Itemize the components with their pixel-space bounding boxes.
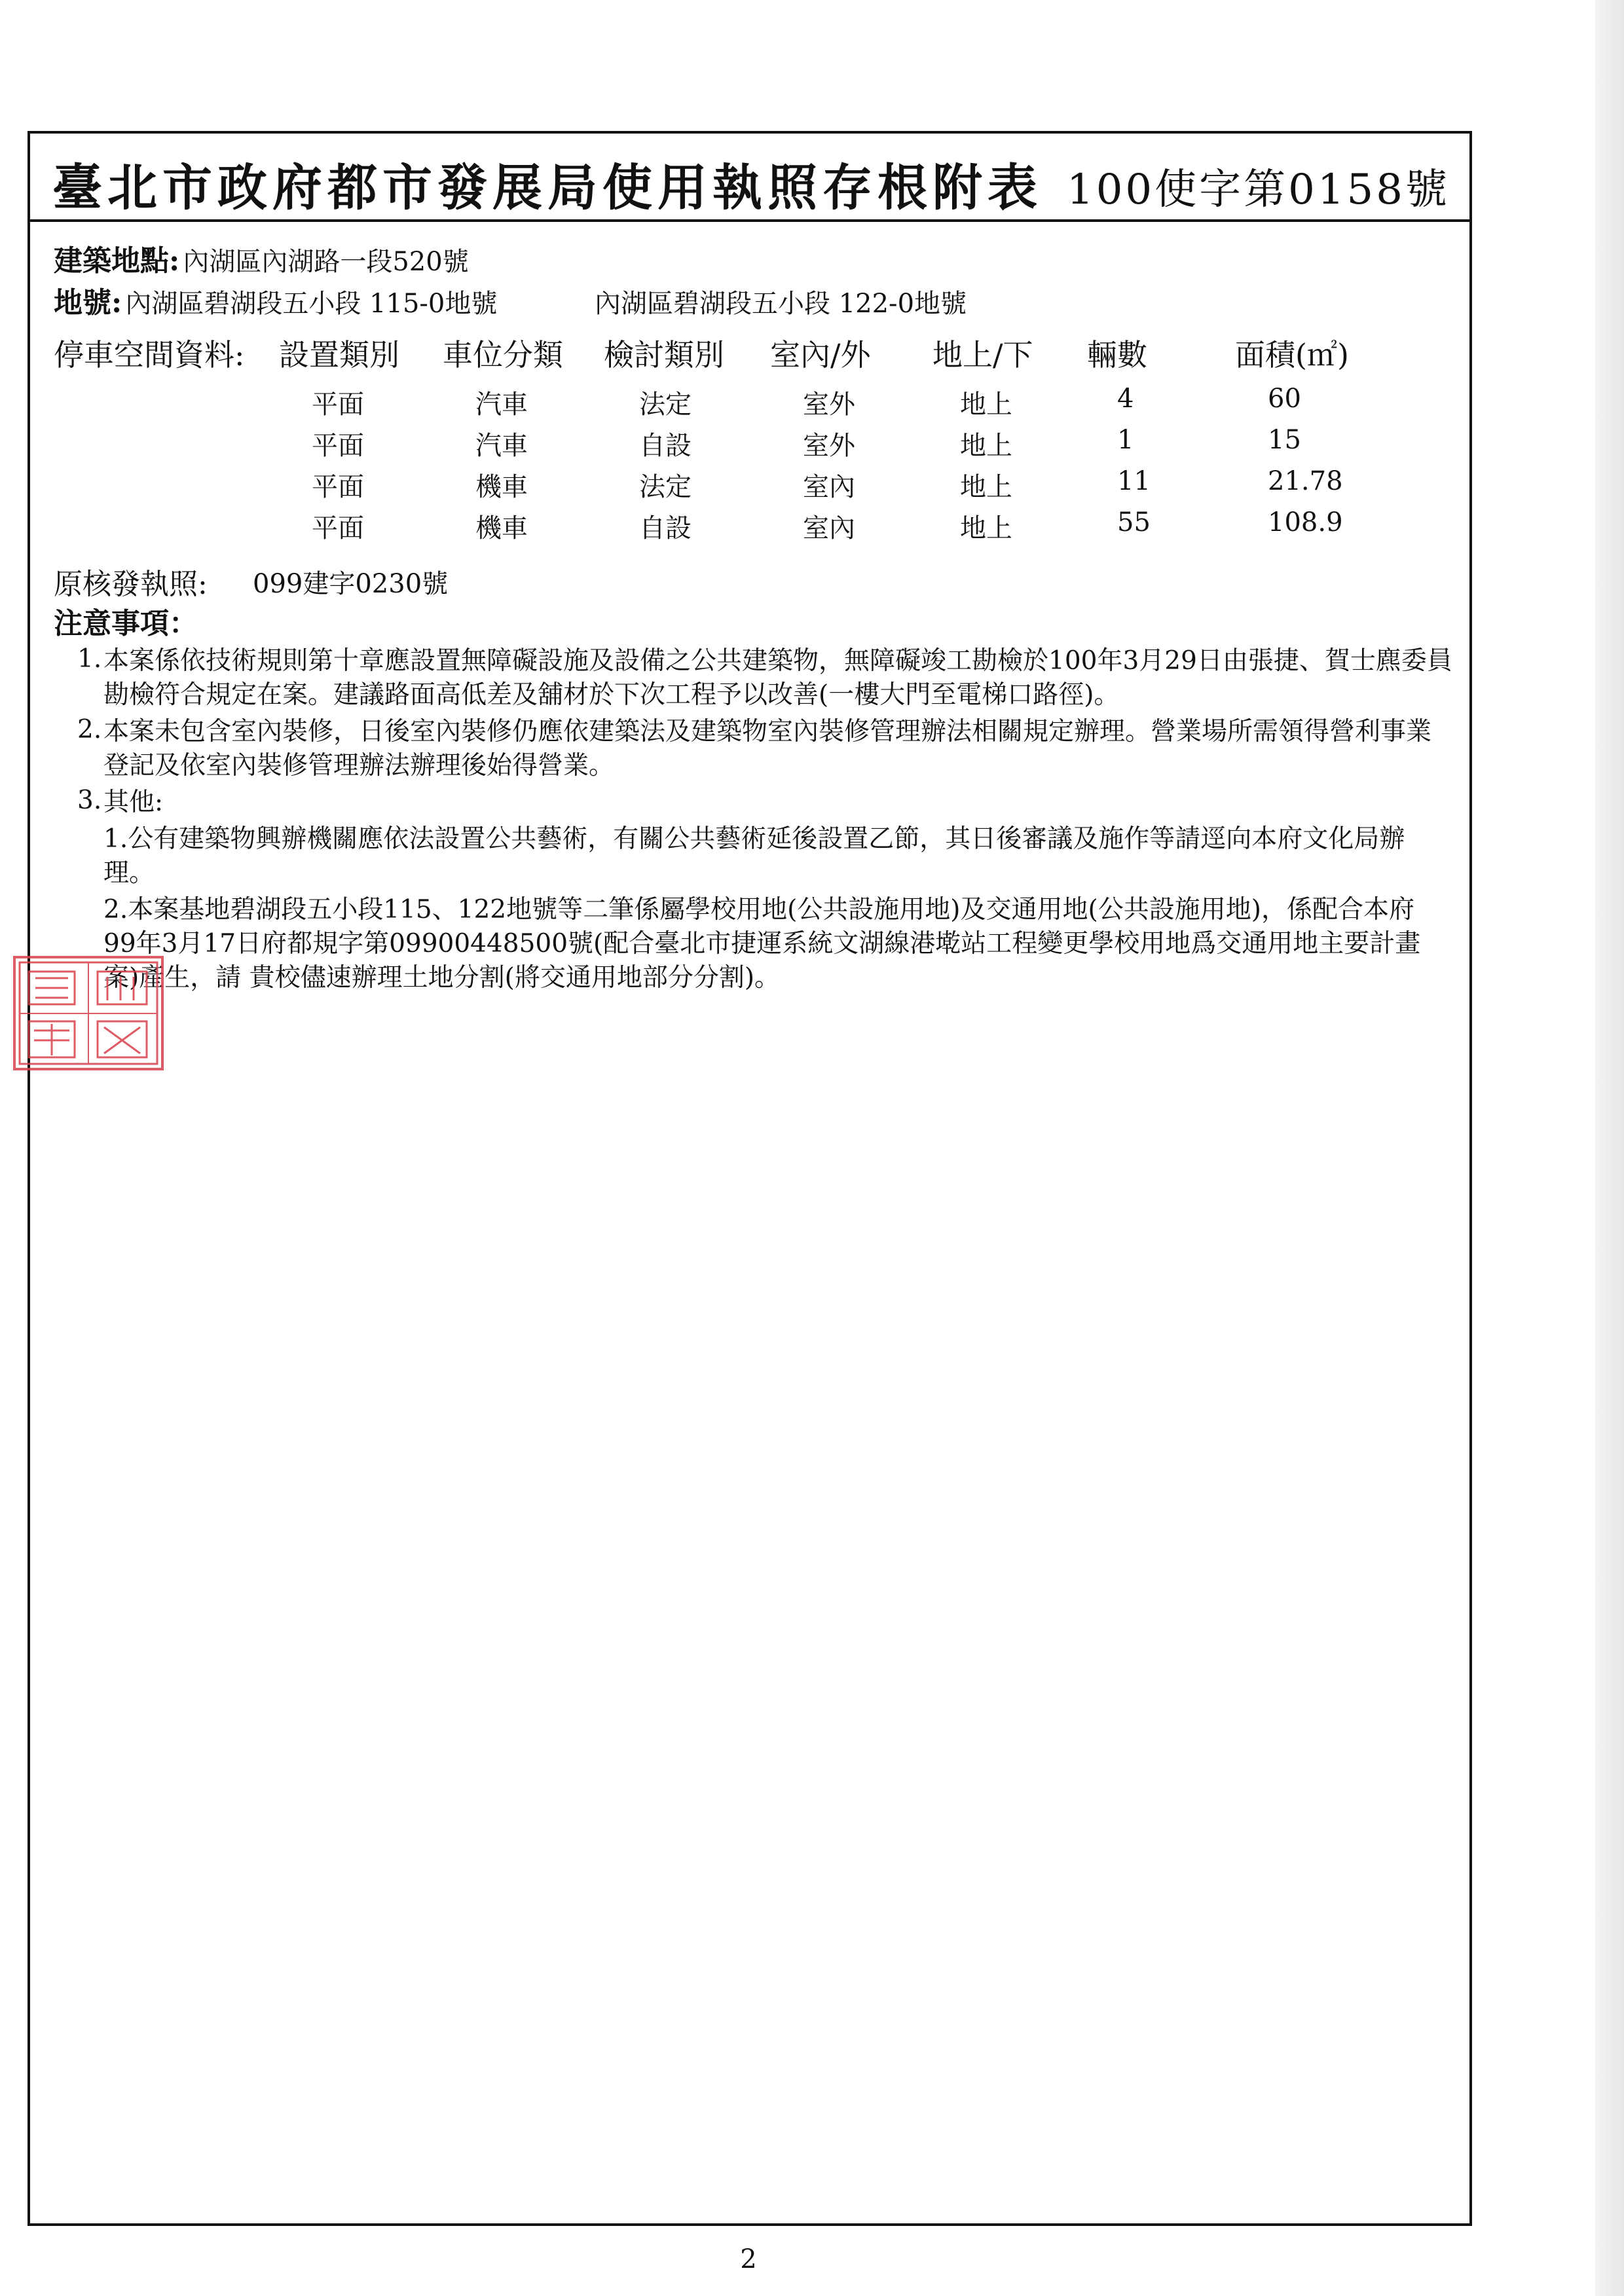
document-frame: [28, 131, 1472, 2226]
parking-cell: 地上: [960, 431, 1012, 461]
parking-cell: 4: [1117, 384, 1134, 414]
note-sub-item: 2.本案基地碧湖段五小段115、122地號等二筆係屬學校用地(公共設施用地)及交通用地(公共設施用地)，係配合本府99年3月17日府都規字第09900448500號(配合臺北市捷運系統文湖線港墘站工程變更學校用地爲交通用地主要計畫案)產生，請 貴校儘速辦理土地分割(將交通用地部分分割)。: [103, 895, 1421, 993]
parking-cell: 平面: [312, 513, 364, 543]
note-item: 其他:: [103, 788, 164, 817]
parking-section-label: 停車空間資料:: [54, 337, 245, 373]
parking-header-count: 輛數: [1087, 337, 1147, 373]
parking-cell: 自設: [639, 431, 692, 461]
title-bar: [30, 134, 1469, 222]
original-license-label: 原核發執照:: [54, 568, 208, 601]
parking-cell: 地上: [960, 472, 1012, 502]
parking-cell: 室內: [803, 472, 855, 502]
note-sub-item: 1.公有建築物興辦機關應依法設置公共藝術，有關公共藝術延後設置乙節，其日後審議及施作等請逕向本府文化局辦理。: [103, 824, 1405, 888]
parking-cell: 11: [1117, 466, 1151, 496]
parking-header-indoor-outdoor: 室內/外: [770, 337, 871, 373]
parking-header-above-below: 地上/下: [932, 337, 1033, 373]
parking-cell: 平面: [312, 390, 364, 420]
parking-cell: 汽車: [475, 431, 528, 461]
scan-edge-shadow: [1595, 0, 1624, 2296]
original-license-value: 099建字0230號: [253, 569, 449, 599]
parking-cell: 機車: [475, 472, 528, 502]
parking-cell: 平面: [312, 472, 364, 502]
lot-number-2: 內湖區碧湖段五小段 122-0地號: [595, 289, 967, 319]
seal-icon: [16, 958, 161, 1068]
parking-cell: 自設: [639, 513, 692, 543]
parking-header-type: 設置類別: [279, 337, 399, 373]
site-location-row: [54, 237, 469, 279]
parking-cell: 地上: [960, 390, 1012, 420]
note-number: 1.: [77, 644, 102, 674]
parking-cell: 法定: [639, 390, 692, 420]
parking-cell: 汽車: [475, 390, 528, 420]
notes-label: 注意事項：: [54, 607, 198, 640]
note-number: 2.: [77, 715, 102, 744]
permit-number: 100使字第0158號: [1066, 166, 1450, 214]
parking-cell: 室外: [803, 390, 855, 420]
lot-number-row: [54, 279, 497, 321]
note-item: 本案係依技術規則第十章應設置無障礙設施及設備之公共建築物，無障礙竣工勘檢於100年3月29日由張捷、賀士麃委員勘檢符合規定在案。建議路面高低差及舖材於下次工程予以改善(一樓大門至電梯口路徑)。: [103, 646, 1452, 710]
parking-cell: 室外: [803, 431, 855, 461]
parking-cell: 法定: [639, 472, 692, 502]
parking-cell: 機車: [475, 513, 528, 543]
parking-cell: 地上: [960, 513, 1012, 543]
official-seal-stamp: [13, 956, 164, 1070]
site-location-label: 建築地點:: [54, 244, 180, 278]
parking-header-area: 面積(㎡): [1235, 337, 1349, 373]
document-title: 臺北市政府都市發展局使用執照存根附表: [52, 158, 1043, 217]
note-number: 3.: [77, 786, 102, 815]
parking-cell: 平面: [312, 431, 364, 461]
lot-number-1: 內湖區碧湖段五小段 115-0地號: [125, 289, 498, 319]
parking-cell: 108.9: [1268, 507, 1343, 538]
parking-cell: 21.78: [1268, 466, 1343, 496]
parking-cell: 15: [1268, 425, 1301, 455]
original-license-row: [54, 560, 208, 602]
parking-cell: 室內: [803, 513, 855, 543]
note-item: 本案未包含室內裝修，日後室內裝修仍應依建築法及建築物室內裝修管理辦法相關規定辦理。營業場所需領得營利事業登記及依室內裝修管理辦法辦理後始得營業。: [103, 717, 1432, 780]
site-location-value: 內湖區內湖路一段520號: [183, 247, 469, 277]
parking-header-vehicle: 車位分類: [443, 337, 563, 373]
parking-cell: 60: [1268, 384, 1301, 414]
page-number: 2: [740, 2244, 757, 2274]
parking-header-review: 檢討類別: [604, 337, 724, 373]
parking-cell: 1: [1117, 425, 1134, 455]
lot-number-label: 地號:: [54, 286, 122, 319]
parking-cell: 55: [1117, 507, 1151, 538]
